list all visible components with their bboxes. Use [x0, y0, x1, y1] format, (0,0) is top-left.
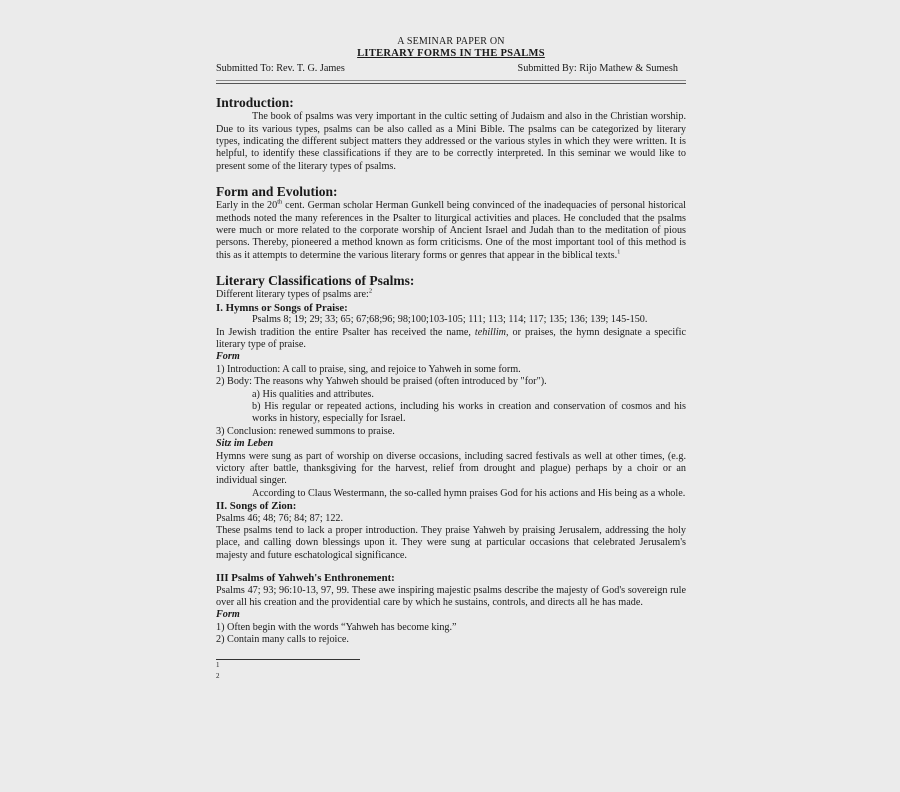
hymns-sub-item-a: a) His qualities and attributes.	[252, 388, 374, 400]
enthronement-form-item-1: 1) Often begin with the words “Yahweh has become king.”	[216, 621, 457, 633]
footnote-ref-2[interactable]: 2	[368, 287, 373, 295]
footnote-2: 2	[216, 671, 220, 680]
header-line-1: A SEMINAR PAPER ON	[397, 36, 505, 47]
hymns-tradition	[216, 327, 686, 352]
ordinal-superscript: th	[277, 198, 283, 206]
enthronement-body: Psalms 47; 93; 96:10-13, 97, 99. These awe inspiring majestic psalms describe the majesty of God's sovereign rule over all his creation and the providential care by which he sustains, controls, and directs all he has made.	[216, 584, 686, 609]
document-page	[216, 36, 686, 682]
classifications-section	[216, 273, 686, 646]
submitted-to: Submitted To: Rev. T. G. James	[216, 62, 345, 74]
tehillim-term: tehillim	[474, 326, 507, 338]
form-evolution-text-b: cent. German scholar Herman Gunkell being convinced of the inadequacies of personal historical methods noted the many references in the Psalter to liturgical activities and places. He concluded that the psalms were much or more related to the corporate worship of Ancient Israel and Judah than to the meditation of pious persons. Thereby, pioneered a method known as form criticisms. One of the most important tool of this method is this as it attempts to determine the various literary forms or genres that appear in the biblical texts.	[216, 200, 686, 261]
header-divider	[216, 80, 686, 84]
hymns-heading: I. Hymns or Songs of Praise:	[216, 301, 348, 314]
spacer	[216, 562, 686, 572]
sitz-im-leben-body: Hymns were sung as part of worship on diverse occasions, including sacred festivals as well at other times, (e.g. victory after battle, thanksgiving for the harvest, relief from drought and plague) perhaps by a choir or an individual singer.	[216, 450, 686, 487]
zion-body: These psalms tend to lack a proper introduction. They praise Yahweh by praising Jerusalem, addressing the holy place, and calling down blessings upon it. They were sung at particular occasions that celebrated Jerusalem's majesty and future eschatological significance.	[216, 525, 686, 561]
enthronement-form-item-2: 2) Contain many calls to rejoice.	[216, 634, 349, 646]
introduction-heading: Introduction:	[216, 95, 294, 111]
form-evolution-text-a: Early in the 20	[216, 200, 278, 212]
hymns-psalms-list: Psalms 8; 19; 29; 33; 65; 67;68;96; 98;100;103-105; 111; 113; 114; 117; 135; 136; 139; 145-150.	[252, 314, 648, 326]
classifications-intro	[216, 289, 686, 301]
zion-psalms-list: Psalms 46; 48; 76; 84; 87; 122.	[216, 512, 344, 524]
enthronement-form-label: Form	[216, 609, 240, 621]
westermann-paragraph: According to Claus Westermann, the so-called hymn praises God for his actions and His being as a whole.	[252, 487, 686, 499]
hymns-form-label: Form	[216, 351, 240, 363]
hymns-form-item-3: 3) Conclusion: renewed summons to praise.	[216, 425, 395, 437]
submission-row	[216, 63, 686, 75]
introduction-section	[216, 95, 686, 173]
form-evolution-heading: Form and Evolution:	[216, 184, 338, 200]
submitted-by: Submitted By: Rijo Mathew & Sumesh	[517, 62, 678, 74]
hymns-form-item-2: 2) Body: The reasons why Yahweh should be praised (often introduced by "for").	[216, 376, 547, 388]
classifications-heading: Literary Classifications of Psalms:	[216, 273, 415, 289]
form-evolution-body	[216, 200, 686, 262]
sitz-im-leben-label: Sitz im Leben	[216, 438, 274, 450]
zion-heading: II. Songs of Zion:	[216, 500, 297, 513]
hymns-sub-item-b: b) His regular or repeated actions, including his works in creation and conservation of cosmos and his works in history, especially for Israel.	[252, 400, 686, 425]
footnote-1: 1	[216, 660, 220, 669]
hymns-tradition-text-b: , or praises, the hymn designate a specific literary type of praise.	[216, 326, 686, 350]
hymns-form-item-1: 1) Introduction: A call to praise, sing, and rejoice to Yahweh in some form.	[216, 363, 521, 375]
hymns-tradition-text-a: In Jewish tradition the entire Psalter has received the name,	[216, 326, 475, 338]
form-evolution-section	[216, 184, 686, 262]
footnote-ref-1[interactable]: 1	[617, 248, 621, 256]
document-title: LITERARY FORMS IN THE PSALMS	[357, 48, 545, 60]
classifications-intro-text: Different literary types of psalms are:	[216, 289, 369, 301]
introduction-body: The book of psalms was very important in the cultic setting of Judaism and also in the Christian worship. Due to its various types, psalms can be also called as a Mini Bible. The psalms can be categorized by literary types, indicating the different subject matters they addressed or the various styles in which they were written. It is helpful, to identify these classifications if they are to be correctly interpreted. In this seminar we would like to present some of the literary types of psalms.	[216, 111, 686, 172]
enthronement-heading: III Psalms of Yahweh's Enthronement:	[216, 572, 395, 585]
